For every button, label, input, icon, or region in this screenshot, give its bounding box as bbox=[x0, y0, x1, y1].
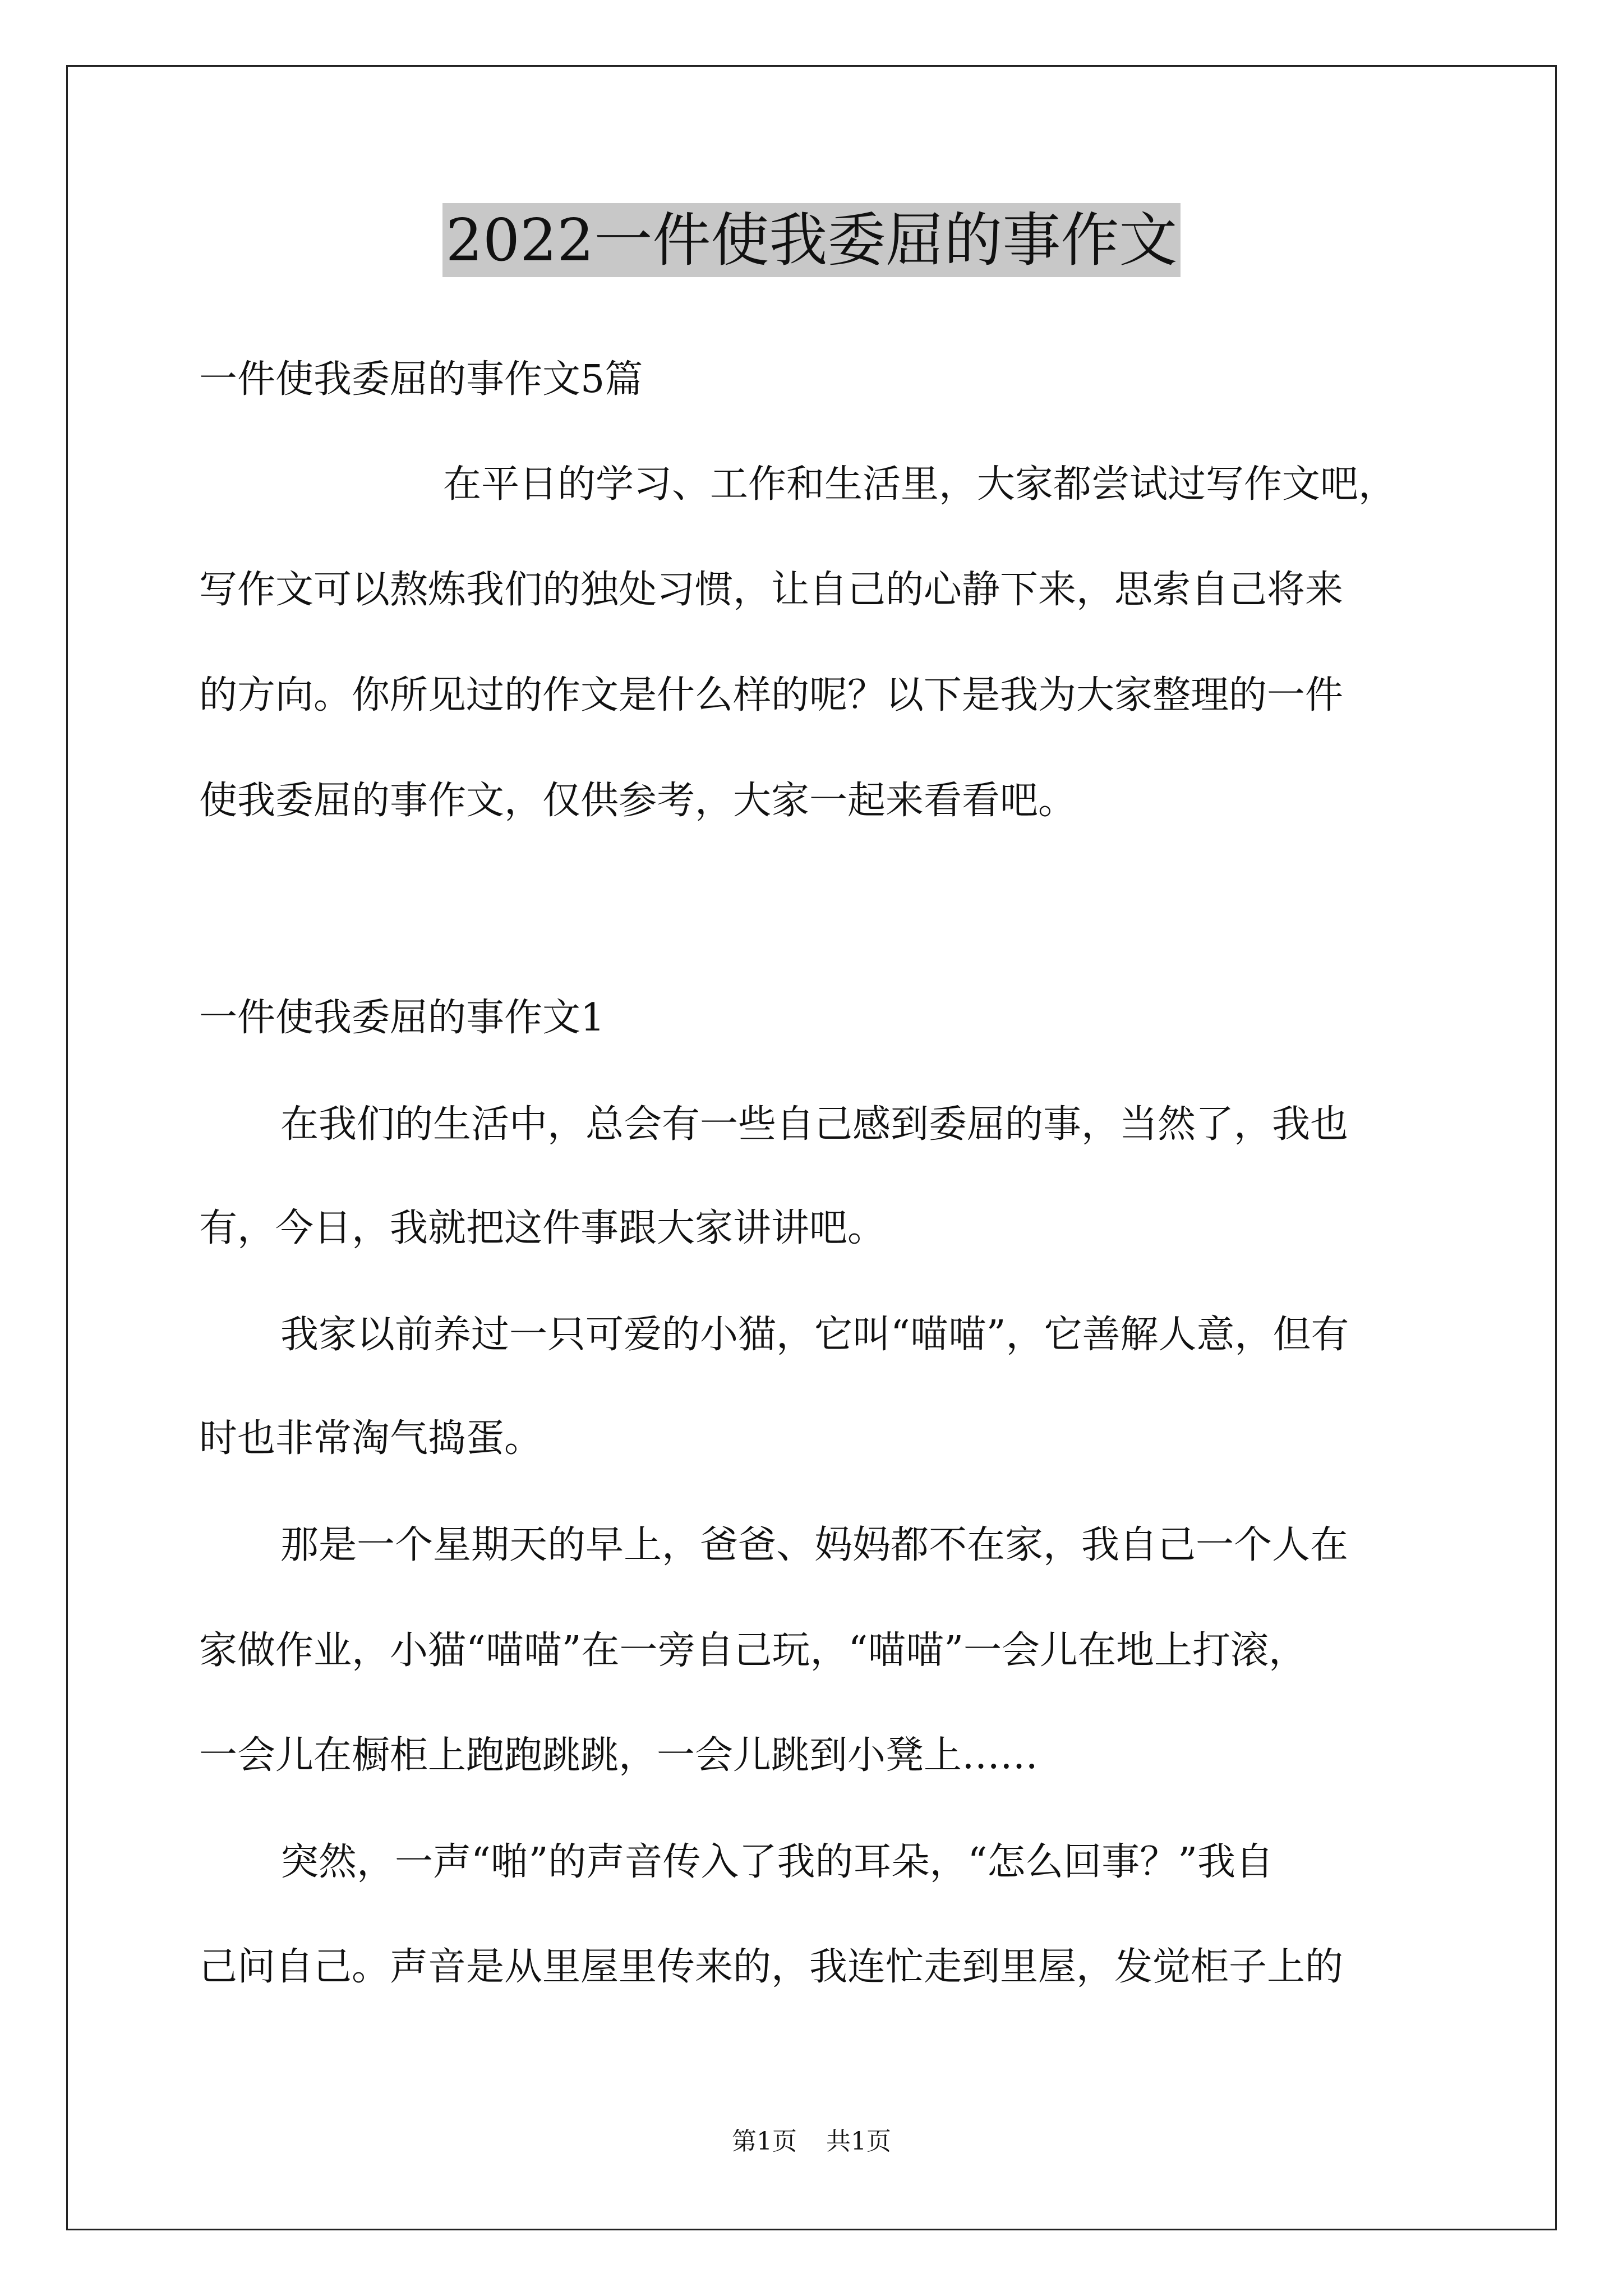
body-line: 突然，一声“啪”的声音传入了我的耳朵，“怎么回事？”我自 bbox=[280, 1840, 1274, 1884]
document-title: 2022一件使我委屈的事作文 bbox=[442, 203, 1181, 277]
body-line: 家做作业，小猫“喵喵”在一旁自己玩，“喵喵”一会儿在地上打滚， bbox=[199, 1628, 1307, 1673]
page-number-total: 共1页 bbox=[826, 2127, 891, 2156]
body-line: 在我们的生活中，总会有一些自己感到委屈的事，当然了，我也 bbox=[280, 1102, 1349, 1147]
subtitle: 一件使我委屈的事作文5篇 bbox=[199, 357, 643, 402]
body-line: 一会儿在橱柜上跑跑跳跳，一会儿跳到小凳上…… bbox=[199, 1733, 1039, 1778]
body-line: 我家以前养过一只可爱的小猫，它叫“喵喵”，它善解人意，但有 bbox=[280, 1313, 1349, 1357]
section-heading: 一件使我委屈的事作文1 bbox=[199, 996, 605, 1040]
body-line: 时也非常淘气捣蛋。 bbox=[199, 1416, 543, 1461]
intro-line: 写作文可以熬炼我们的独处习惯，让自己的心静下来，思索自己将来 bbox=[199, 568, 1344, 612]
intro-line: 在平日的学习、工作和生活里，大家都尝试过写作文吧， bbox=[443, 462, 1397, 507]
intro-line: 使我委屈的事作文，仅供参考，大家一起来看看吧。 bbox=[199, 779, 1077, 823]
intro-line: 的方向。你所见过的作文是什么样的呢？以下是我为大家整理的一件 bbox=[199, 673, 1344, 717]
page-number-current: 第1页 bbox=[732, 2127, 797, 2156]
body-line: 那是一个星期天的早上，爸爸、妈妈都不在家，我自己一个人在 bbox=[280, 1523, 1349, 1567]
body-line: 有，今日，我就把这件事跟大家讲讲吧。 bbox=[199, 1206, 886, 1250]
page-footer bbox=[0, 2126, 1623, 2157]
title-container bbox=[0, 203, 1623, 277]
body-line: 己问自己。声音是从里屋里传来的，我连忙走到里屋，发觉柜子上的 bbox=[199, 1945, 1344, 1989]
